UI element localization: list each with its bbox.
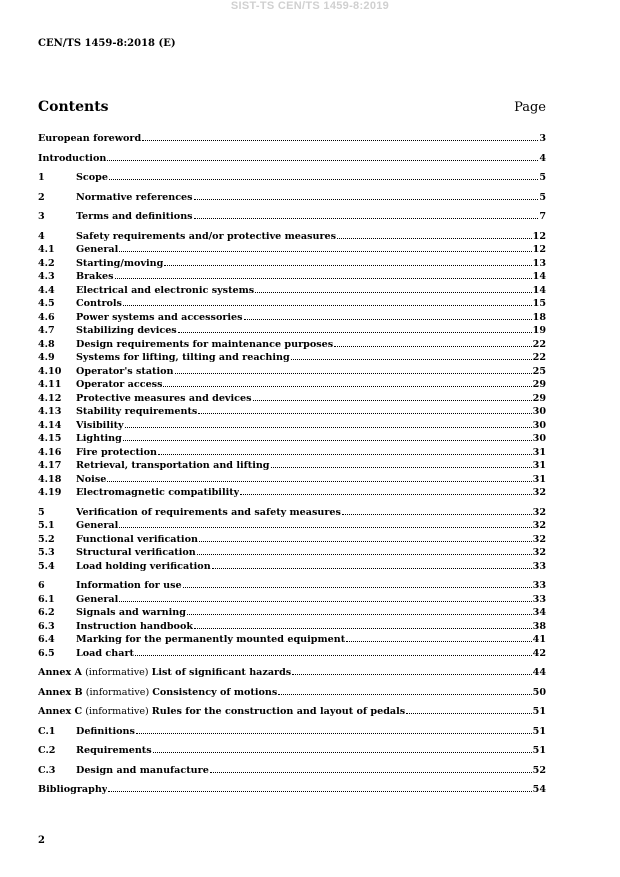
toc-entry-page: 7	[539, 211, 546, 222]
toc-entry-number: 6.4	[38, 634, 55, 645]
toc-entry-title: European foreword	[38, 133, 142, 144]
toc-entry-title: Functional verification	[76, 533, 198, 545]
toc-entry-number: 5.2	[38, 533, 55, 545]
toc-entry[interactable]	[38, 418, 546, 432]
dot-leader	[199, 532, 532, 542]
dot-leader	[119, 242, 531, 252]
toc-entry-number: 4	[38, 230, 45, 242]
toc-entry-title: General	[76, 520, 119, 531]
toc-entry-number: 6.2	[38, 607, 55, 618]
toc-entry-title: Design and manufacture	[76, 764, 209, 776]
toc-entry[interactable]	[38, 445, 546, 459]
dot-leader	[119, 592, 531, 602]
toc-entry-number: 4.14	[38, 419, 62, 431]
annex-title: List of significant hazards	[151, 667, 292, 678]
toc-entry-title: Electromagnetic compatibility	[76, 487, 240, 498]
toc-entry-title: Design requirements for maintenance purposes	[76, 338, 334, 350]
toc-entry-page: 42	[532, 647, 546, 659]
toc-entry-title: Systems for lifting, tilting and reaching	[76, 352, 290, 363]
toc-entry[interactable]	[38, 704, 546, 718]
toc-entry-number: 4.2	[38, 257, 55, 269]
toc-entry-page: 3	[539, 133, 546, 144]
toc-entry[interactable]	[38, 323, 546, 337]
toc-entry[interactable]	[38, 743, 546, 757]
dot-leader	[278, 685, 531, 695]
toc-entry-page: 41	[532, 634, 546, 645]
dot-leader	[210, 763, 532, 773]
dot-leader	[125, 418, 532, 428]
toc-entry-page: 12	[532, 230, 546, 242]
dot-leader	[212, 559, 532, 569]
toc-entry-title: Verification of requirements and safety measures	[76, 506, 341, 518]
dot-leader	[197, 545, 532, 555]
toc-entry-title: Bibliography	[38, 784, 108, 795]
toc-entry-page: 22	[532, 352, 546, 363]
toc-entry[interactable]	[38, 763, 546, 777]
dot-leader	[142, 131, 538, 141]
annex-title: Rules for the construction and layout of pedals	[151, 706, 406, 717]
toc-entry-title: Marking for the permanently mounted equipment	[76, 634, 346, 645]
toc-entry-title: Brakes	[76, 271, 114, 282]
toc-entry-number: 4.19	[38, 487, 62, 498]
toc-entry-title: Retrieval, transportation and lifting	[76, 460, 270, 471]
toc-entry-page: 51	[532, 745, 546, 756]
toc-entry-number: 4.11	[38, 379, 62, 390]
contents-header	[38, 99, 546, 115]
toc-entry-title: Protective measures and devices	[76, 392, 252, 404]
toc-entry-page: 32	[532, 487, 546, 498]
toc-entry-page: 50	[532, 686, 546, 698]
toc-entry[interactable]	[38, 431, 546, 445]
toc-entry-title	[38, 666, 291, 680]
toc-entry-number: 6.1	[38, 593, 55, 605]
toc-entry[interactable]	[38, 229, 546, 243]
dot-leader	[123, 296, 532, 306]
toc-entry[interactable]	[38, 458, 546, 472]
toc-entry[interactable]	[38, 404, 546, 418]
toc-entry-number: 4.12	[38, 392, 62, 404]
toc-entry-page: 30	[532, 419, 546, 431]
toc-entry[interactable]	[38, 209, 546, 223]
toc-entry-page: 5	[539, 191, 546, 203]
table-of-contents	[38, 131, 546, 796]
dot-leader	[107, 151, 538, 161]
dot-leader	[253, 391, 532, 401]
toc-entry-title: General	[76, 244, 119, 255]
annex-title: Consistency of motions	[152, 686, 278, 698]
toc-entry-title: Starting/moving	[76, 257, 164, 269]
toc-entry-number: 6.5	[38, 647, 55, 659]
toc-entry[interactable]	[38, 532, 546, 546]
toc-entry-page: 34	[532, 607, 546, 618]
toc-entry-page: 44	[532, 667, 546, 678]
toc-entry-title: Electrical and electronic systems	[76, 284, 255, 296]
toc-entry-number: 1	[38, 172, 45, 183]
dot-leader	[194, 190, 539, 200]
dot-leader	[178, 323, 532, 333]
toc-entry-title: Load holding verification	[76, 560, 211, 572]
toc-entry-number: 4.17	[38, 460, 62, 471]
toc-entry-page: 30	[532, 433, 546, 444]
toc-entry-page: 33	[532, 560, 546, 572]
toc-entry-page: 13	[532, 257, 546, 269]
page-column-label: Page	[514, 100, 546, 115]
toc-entry[interactable]	[38, 242, 546, 256]
toc-entry[interactable]	[38, 391, 546, 405]
toc-entry[interactable]	[38, 518, 546, 532]
toc-entry-number: 5.3	[38, 547, 55, 558]
toc-entry-title: Stability requirements	[76, 406, 198, 417]
contents-title: Contents	[38, 99, 109, 115]
dot-leader	[175, 364, 532, 374]
dot-leader	[119, 518, 531, 528]
toc-entry[interactable]	[38, 559, 546, 573]
toc-entry-title: Information for use	[76, 580, 182, 591]
toc-entry-number: 5.4	[38, 560, 55, 572]
toc-entry[interactable]	[38, 782, 546, 796]
toc-entry-page: 5	[539, 172, 546, 183]
toc-entry-page: 29	[532, 392, 546, 404]
toc-entry-number: 5.1	[38, 520, 55, 531]
toc-entry[interactable]	[38, 685, 546, 699]
toc-entry-page: 52	[532, 764, 546, 776]
toc-entry-title: Operator's station	[76, 365, 174, 377]
toc-entry[interactable]	[38, 151, 546, 165]
dot-leader	[164, 256, 531, 266]
toc-entry-title	[38, 705, 405, 719]
toc-entry-title: General	[76, 593, 119, 605]
toc-entry-title: Safety requirements and/or protective measures	[76, 230, 337, 242]
toc-entry-page: 18	[532, 311, 546, 323]
toc-entry-title: Requirements	[76, 745, 152, 756]
toc-entry-page: 12	[532, 244, 546, 255]
toc-entry-title: Scope	[76, 172, 108, 183]
toc-entry-page: 25	[532, 365, 546, 377]
toc-entry-title: Signals and warning	[76, 607, 186, 618]
toc-entry[interactable]	[38, 269, 546, 283]
toc-entry-page: 14	[532, 271, 546, 282]
toc-entry-page: 30	[532, 406, 546, 417]
dot-leader	[123, 431, 532, 441]
toc-entry-number: 2	[38, 191, 45, 203]
toc-entry-number: 4.9	[38, 352, 55, 363]
dot-leader	[198, 404, 531, 414]
toc-entry[interactable]	[38, 485, 546, 499]
document-identifier: CEN/TS 1459-8:2018 (E)	[38, 38, 176, 49]
toc-entry-title: Terms and definitions	[76, 211, 193, 222]
toc-entry-number: 6.3	[38, 620, 55, 632]
watermark: SIST-TS CEN/TS 1459-8:2019	[230, 0, 390, 12]
dot-leader	[194, 209, 539, 219]
toc-entry-number: 4.8	[38, 338, 55, 350]
toc-entry-number: 4.5	[38, 298, 55, 309]
toc-entry-page: 32	[532, 506, 546, 518]
toc-entry[interactable]	[38, 724, 546, 738]
toc-entry-title: Fire protection	[76, 446, 157, 458]
dot-leader	[240, 485, 531, 495]
toc-entry-number: 4.13	[38, 406, 62, 417]
toc-entry-number: 4.4	[38, 284, 55, 296]
dot-leader	[135, 646, 532, 656]
dot-leader	[255, 283, 531, 293]
toc-entry-number: 4.18	[38, 473, 62, 485]
toc-entry-number: C.1	[38, 725, 56, 737]
toc-entry-title: Operator access	[76, 379, 163, 390]
dot-leader	[108, 782, 531, 792]
toc-entry-page: 29	[532, 379, 546, 390]
toc-entry-number: 6	[38, 580, 45, 591]
toc-entry-page: 33	[532, 593, 546, 605]
toc-entry-title: Noise	[76, 473, 107, 485]
toc-entry-number: 3	[38, 211, 45, 222]
annex-label: Annex C	[38, 706, 83, 717]
toc-entry[interactable]	[38, 619, 546, 633]
toc-entry-page: 15	[532, 298, 546, 309]
toc-entry-page: 51	[532, 706, 546, 717]
toc-entry-page: 32	[532, 547, 546, 558]
toc-entry-page: 31	[532, 460, 546, 471]
toc-entry-title: Instruction handbook	[76, 620, 193, 632]
dot-leader	[292, 665, 531, 675]
toc-entry-title: Power systems and accessories	[76, 311, 243, 323]
toc-entry-page: 32	[532, 520, 546, 531]
dot-leader	[163, 377, 531, 387]
toc-entry-page: 31	[532, 446, 546, 458]
annex-label: Annex A	[38, 667, 83, 678]
toc-entry-title: Normative references	[76, 191, 193, 203]
toc-entry[interactable]	[38, 364, 546, 378]
dot-leader	[109, 170, 538, 180]
dot-leader	[115, 269, 532, 279]
toc-entry[interactable]	[38, 505, 546, 519]
toc-entry-title: Controls	[76, 298, 122, 309]
toc-entry[interactable]	[38, 377, 546, 391]
dot-leader	[271, 458, 532, 468]
toc-entry-page: 33	[532, 580, 546, 591]
dot-leader	[107, 472, 531, 482]
toc-entry-page: 51	[532, 725, 546, 737]
dot-leader	[346, 632, 532, 642]
toc-entry-page: 14	[532, 284, 546, 296]
toc-entry-number: 4.7	[38, 325, 55, 336]
toc-entry-number: 4.10	[38, 365, 62, 377]
annex-status: (informative)	[82, 706, 152, 717]
toc-entry-page: 19	[532, 325, 546, 336]
toc-entry[interactable]	[38, 256, 546, 270]
toc-entry-number: 4.15	[38, 433, 62, 444]
dot-leader	[194, 619, 532, 629]
dot-leader	[183, 578, 532, 588]
toc-entry-page: 54	[532, 784, 546, 795]
toc-entry-page: 32	[532, 533, 546, 545]
toc-entry[interactable]	[38, 170, 546, 184]
dot-leader	[187, 605, 532, 615]
toc-entry[interactable]	[38, 310, 546, 324]
toc-entry-title: Stabilizing devices	[76, 325, 177, 336]
toc-entry[interactable]	[38, 592, 546, 606]
toc-entry-title: Lighting	[76, 433, 122, 444]
toc-entry[interactable]	[38, 578, 546, 592]
toc-entry[interactable]	[38, 605, 546, 619]
toc-entry-page: 31	[532, 473, 546, 485]
dot-leader	[153, 743, 532, 753]
toc-entry[interactable]	[38, 131, 546, 145]
toc-entry[interactable]	[38, 665, 546, 679]
toc-entry[interactable]	[38, 190, 546, 204]
dot-leader	[406, 704, 531, 714]
annex-label: Annex B	[38, 686, 83, 698]
toc-entry-title	[38, 686, 277, 700]
dot-leader	[342, 505, 532, 515]
toc-entry[interactable]	[38, 337, 546, 351]
toc-entry-page: 22	[532, 338, 546, 350]
dot-leader	[291, 350, 532, 360]
toc-entry-page: 4	[539, 152, 546, 164]
toc-entry-number: 4.3	[38, 271, 55, 282]
toc-entry-title: Introduction	[38, 152, 107, 164]
toc-entry[interactable]	[38, 646, 546, 660]
toc-entry-title: Definitions	[76, 725, 135, 737]
toc-entry[interactable]	[38, 283, 546, 297]
dot-leader	[244, 310, 532, 320]
toc-entry[interactable]	[38, 545, 546, 559]
toc-entry[interactable]	[38, 632, 546, 646]
dot-leader	[334, 337, 531, 347]
annex-status: (informative)	[82, 667, 152, 678]
dot-leader	[337, 229, 532, 239]
page-number: 2	[38, 835, 45, 846]
toc-entry-number: 5	[38, 506, 45, 518]
toc-entry-number: 4.6	[38, 311, 55, 323]
toc-entry[interactable]	[38, 472, 546, 486]
dot-leader	[158, 445, 532, 455]
toc-entry-number: 4.16	[38, 446, 62, 458]
toc-entry-title: Visibility	[76, 419, 124, 431]
toc-entry-number: C.2	[38, 745, 56, 756]
toc-entry-title: Structural verification	[76, 547, 196, 558]
toc-entry[interactable]	[38, 296, 546, 310]
toc-entry-number: 4.1	[38, 244, 55, 255]
toc-entry[interactable]	[38, 350, 546, 364]
toc-entry-title: Load chart	[76, 647, 134, 659]
toc-entry-page: 38	[532, 620, 546, 632]
toc-entry-number: C.3	[38, 764, 56, 776]
dot-leader	[136, 724, 532, 734]
annex-status: (informative)	[82, 686, 153, 698]
